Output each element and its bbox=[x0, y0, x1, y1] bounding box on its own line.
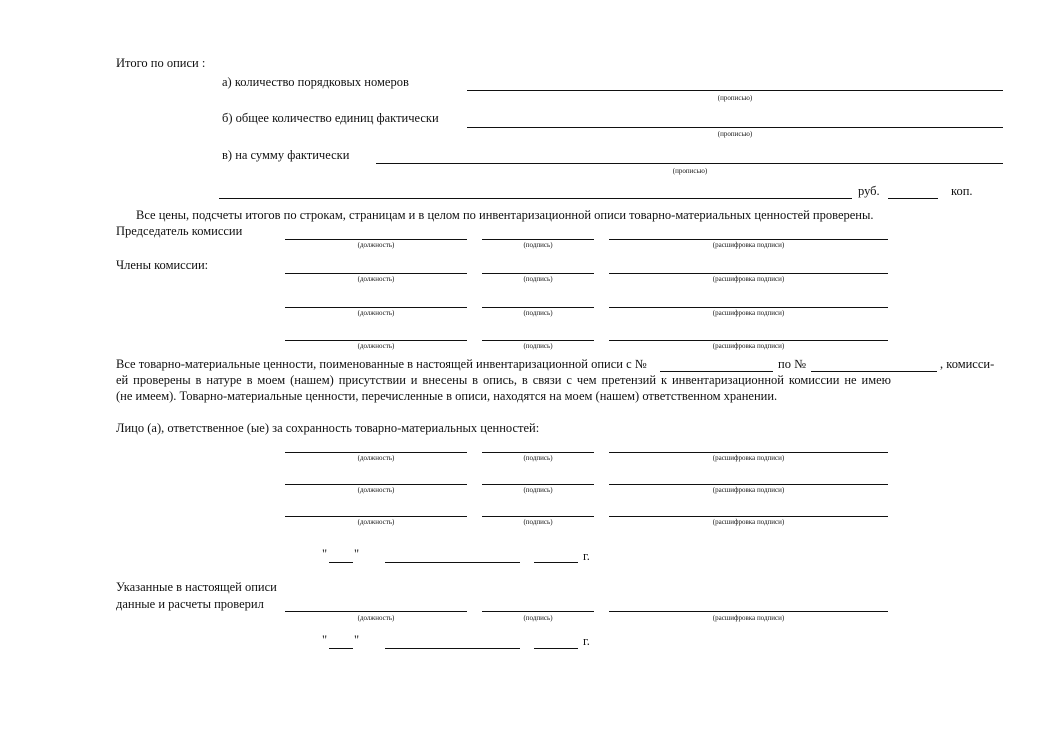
statement-line1-part3: , комисси- bbox=[940, 357, 995, 371]
chairman-position-field[interactable] bbox=[285, 239, 467, 240]
totals-heading: Итого по описи : bbox=[116, 56, 206, 70]
signature-caption: (подпись) bbox=[523, 518, 553, 526]
date1-quote-close: " bbox=[354, 547, 360, 561]
statement-line3: (не имеем). Товарно-материальные ценности, перечисленные в описи, находятся на моем (нашем) ответственном хранении. bbox=[116, 389, 778, 403]
totals-b-caption: (прописью) bbox=[717, 130, 753, 138]
verifier-line2: данные и расчеты проверил bbox=[116, 597, 264, 611]
position-caption: (должность) bbox=[357, 241, 395, 249]
totals-c-caption: (прописью) bbox=[672, 167, 708, 175]
date2-day-field[interactable] bbox=[329, 648, 353, 649]
date2-year-field[interactable] bbox=[534, 648, 578, 649]
date2-quote-close: " bbox=[354, 633, 360, 647]
signature-caption: (подпись) bbox=[523, 275, 553, 283]
position-caption: (должность) bbox=[357, 486, 395, 494]
members-label: Члены комиссии: bbox=[116, 258, 209, 272]
totals-a-label: а) количество порядковых номеров bbox=[222, 75, 409, 89]
member1-position-field[interactable] bbox=[285, 273, 467, 274]
totals-c-field[interactable] bbox=[376, 163, 1003, 164]
responsible1-signature-field[interactable] bbox=[482, 452, 594, 453]
position-caption: (должность) bbox=[357, 614, 395, 622]
member1-decoding-field[interactable] bbox=[609, 273, 888, 274]
decoding-caption: (расшифровка подписи) bbox=[712, 486, 785, 494]
chairman-decoding-field[interactable] bbox=[609, 239, 888, 240]
to-number-field[interactable] bbox=[811, 371, 937, 372]
chairman-signature-field[interactable] bbox=[482, 239, 594, 240]
check-statement: Все цены, подсчеты итогов по строкам, страницам и в целом по инвентаризационной описи товарно-материальных ценностей проверены. bbox=[136, 208, 874, 222]
member3-signature-field[interactable] bbox=[482, 340, 594, 341]
verifier-line1: Указанные в настоящей описи bbox=[116, 580, 277, 594]
decoding-caption: (расшифровка подписи) bbox=[712, 241, 785, 249]
date1-day-field[interactable] bbox=[329, 562, 353, 563]
position-caption: (должность) bbox=[357, 275, 395, 283]
statement-line2: ей проверены в натуре в моем (нашем) присутствии и внесены в опись, в связи с чем претензий к инвентаризационной комиссии не имею bbox=[116, 373, 891, 387]
totals-sum-field[interactable] bbox=[219, 198, 852, 199]
member1-signature-field[interactable] bbox=[482, 273, 594, 274]
date1-year-suffix: г. bbox=[583, 549, 590, 563]
signature-caption: (подпись) bbox=[523, 486, 553, 494]
position-caption: (должность) bbox=[357, 342, 395, 350]
member3-position-field[interactable] bbox=[285, 340, 467, 341]
chairman-label: Председатель комиссии bbox=[116, 224, 243, 238]
signature-caption: (подпись) bbox=[523, 614, 553, 622]
kop-field[interactable] bbox=[888, 198, 938, 199]
statement-line1-part2: по № bbox=[778, 357, 806, 371]
responsible2-signature-field[interactable] bbox=[482, 484, 594, 485]
decoding-caption: (расшифровка подписи) bbox=[712, 309, 785, 317]
totals-a-caption: (прописью) bbox=[717, 94, 753, 102]
signature-caption: (подпись) bbox=[523, 241, 553, 249]
responsible3-signature-field[interactable] bbox=[482, 516, 594, 517]
totals-b-field[interactable] bbox=[467, 127, 1003, 128]
date1-year-field[interactable] bbox=[534, 562, 578, 563]
responsible3-position-field[interactable] bbox=[285, 516, 467, 517]
member2-decoding-field[interactable] bbox=[609, 307, 888, 308]
responsible1-decoding-field[interactable] bbox=[609, 452, 888, 453]
responsible3-decoding-field[interactable] bbox=[609, 516, 888, 517]
from-number-field[interactable] bbox=[660, 371, 773, 372]
position-caption: (должность) bbox=[357, 454, 395, 462]
date1-quote-open: " bbox=[322, 547, 328, 561]
member3-decoding-field[interactable] bbox=[609, 340, 888, 341]
date1-month-field[interactable] bbox=[385, 562, 520, 563]
position-caption: (должность) bbox=[357, 309, 395, 317]
signature-caption: (подпись) bbox=[523, 309, 553, 317]
date2-quote-open: " bbox=[322, 633, 328, 647]
position-caption: (должность) bbox=[357, 518, 395, 526]
member2-position-field[interactable] bbox=[285, 307, 467, 308]
totals-c-label: в) на сумму фактически bbox=[222, 148, 350, 162]
decoding-caption: (расшифровка подписи) bbox=[712, 518, 785, 526]
decoding-caption: (расшифровка подписи) bbox=[712, 275, 785, 283]
kop-label: коп. bbox=[951, 184, 973, 198]
date2-month-field[interactable] bbox=[385, 648, 520, 649]
verifier-decoding-field[interactable] bbox=[609, 611, 888, 612]
responsible1-position-field[interactable] bbox=[285, 452, 467, 453]
date2-year-suffix: г. bbox=[583, 634, 590, 648]
responsible2-position-field[interactable] bbox=[285, 484, 467, 485]
decoding-caption: (расшифровка подписи) bbox=[712, 454, 785, 462]
rub-label: руб. bbox=[858, 184, 880, 198]
decoding-caption: (расшифровка подписи) bbox=[712, 614, 785, 622]
verifier-signature-field[interactable] bbox=[482, 611, 594, 612]
responsible2-decoding-field[interactable] bbox=[609, 484, 888, 485]
signature-caption: (подпись) bbox=[523, 342, 553, 350]
totals-b-label: б) общее количество единиц фактически bbox=[222, 111, 439, 125]
signature-caption: (подпись) bbox=[523, 454, 553, 462]
totals-a-field[interactable] bbox=[467, 90, 1003, 91]
member2-signature-field[interactable] bbox=[482, 307, 594, 308]
responsible-label: Лицо (а), ответственное (ые) за сохранность товарно-материальных ценностей: bbox=[116, 421, 540, 435]
statement-line1-part1: Все товарно-материальные ценности, поименованные в настоящей инвентаризационной описи с № bbox=[116, 357, 647, 371]
verifier-position-field[interactable] bbox=[285, 611, 467, 612]
decoding-caption: (расшифровка подписи) bbox=[712, 342, 785, 350]
